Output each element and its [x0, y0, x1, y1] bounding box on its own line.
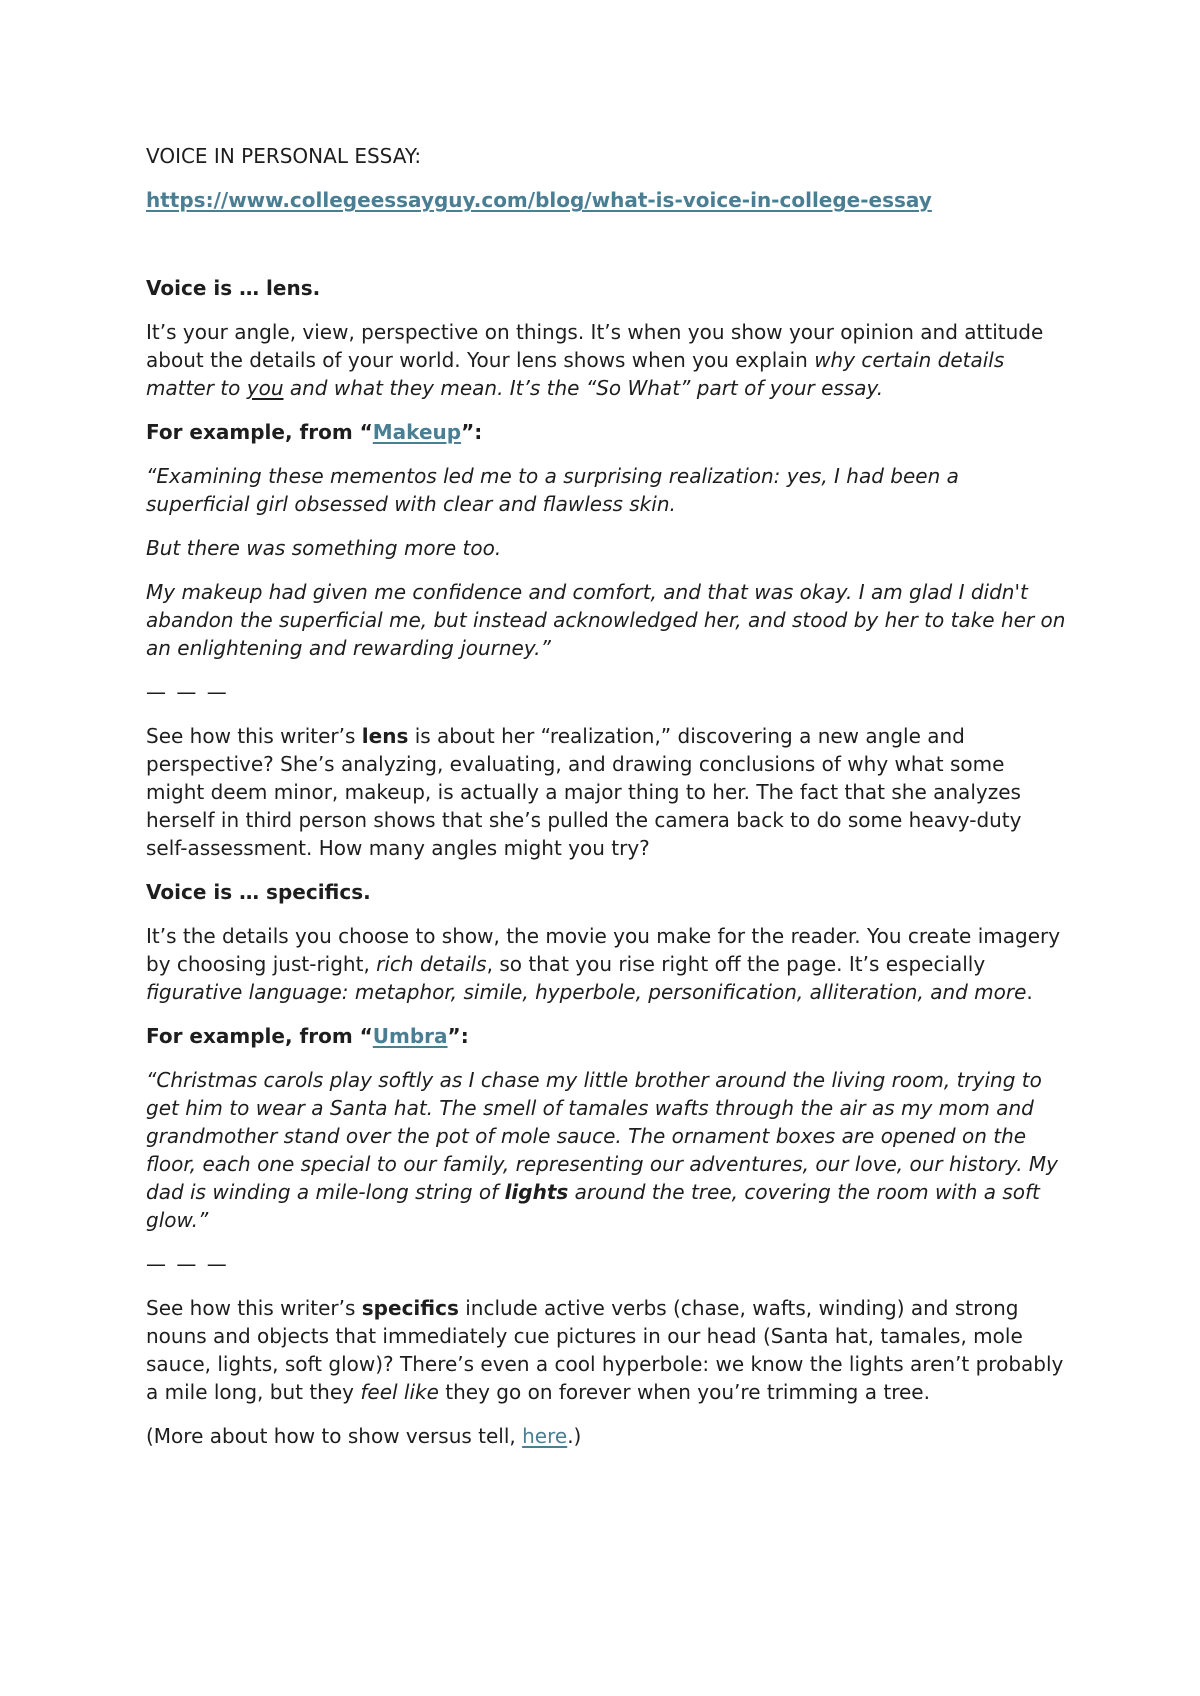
makeup-essay-link[interactable]: Makeup — [372, 420, 462, 444]
lens-intro-why: why certain details matter to — [146, 348, 1005, 400]
specifics-quote-text-b: around the tree, covering the room with a soft glow.” — [146, 1180, 1040, 1232]
lens-quote-paragraph-3: My makeup had given me confidence and comfort, and that was okay. I am glad I didn't abandon the superficial me, but instead acknowledged her, and stood by her to take her on an enlightening and rewarding journey.” — [146, 580, 1066, 660]
specifics-analysis-text-c: they go on forever when you’re trimming a tree. — [438, 1380, 930, 1404]
specifics-analysis-bold: specifics — [361, 1296, 459, 1320]
lens-example-heading — [146, 418, 1066, 446]
show-tell-suffix: .) — [567, 1424, 582, 1448]
specifics-quote-paragraph — [146, 1066, 1066, 1234]
show-tell-prefix: (More about how to show versus tell, — [146, 1424, 523, 1448]
lens-divider: — — — — [146, 680, 229, 704]
specifics-intro-figurative: figurative language: metaphor, simile, hyperbole, personification, alliteration, and more — [146, 980, 1027, 1004]
specifics-analysis-text-a: See how this writer’s — [146, 1296, 362, 1320]
specifics-intro-text-a: It’s the details you choose to show, the movie you make for the reader. You create imagery by choosing just-right, — [146, 924, 1061, 976]
specifics-intro-rich: rich details — [376, 952, 487, 976]
specifics-section-heading: Voice is … specifics. — [146, 880, 371, 904]
specifics-quote-text-a: “Christmas carols play softly as I chase my little brother around the living room, trying to get him to wear a Santa hat. The smell of tamales wafts through the air as my mom and grandmother stand over the pot of mole sauce. The ornament boxes are opened on the floor, each one special to our family, representing our adventures, our love, our history. My dad is winding a mile-long string of — [146, 1068, 1059, 1204]
specifics-quote-bold: lights — [504, 1180, 569, 1204]
specifics-intro-paragraph — [146, 922, 1066, 1006]
lens-analysis-bold: lens — [361, 724, 409, 748]
lens-intro-rest: and what they mean. It’s the “So What” part of your essay. — [283, 376, 884, 400]
show-tell-here-link[interactable]: here — [522, 1424, 568, 1448]
source-url-line — [146, 186, 1066, 214]
lens-intro-text-a: It’s your angle, view, perspective on things. It’s when you show your opinion and attitude about the details of your world. Your lens shows when you explain — [146, 320, 1044, 372]
specifics-divider: — — — — [146, 1252, 229, 1276]
lens-quote-paragraph-2: But there was something more too. — [146, 536, 502, 560]
specifics-example-prefix: For example, from “ — [146, 1024, 373, 1048]
specifics-intro-text-b: , so that you rise right off the page. It’s especially — [486, 952, 986, 976]
specifics-intro-text-c: . — [1026, 980, 1033, 1004]
lens-intro-paragraph — [146, 318, 1066, 402]
specifics-analysis-paragraph — [146, 1294, 1066, 1406]
specifics-analysis-feel: feel like — [360, 1380, 439, 1404]
specifics-example-suffix: ”: — [447, 1024, 469, 1048]
lens-intro-you: you — [246, 376, 284, 400]
lens-section-heading: Voice is … lens. — [146, 276, 321, 300]
lens-quote-paragraph-1: “Examining these mementos led me to a surprising realization: yes, I had been a superficial girl obsessed with clear and flawless skin. — [146, 464, 959, 516]
lens-example-prefix: For example, from “ — [146, 420, 373, 444]
lens-example-suffix: ”: — [461, 420, 483, 444]
lens-analysis-paragraph — [146, 722, 1066, 862]
document-title: VOICE IN PERSONAL ESSAY: — [146, 144, 422, 168]
lens-analysis-text-b: is about her “realization,” discovering a new angle and perspective? She’s analyzing, evaluating, and drawing conclusions of why what some might deem minor, makeup, is actually a major thing to her. The fact that she analyzes herself in third person shows that she’s pulled the camera back to do some heavy-duty self-assessment. How many angles might you try? — [146, 724, 1022, 860]
lens-analysis-text-a: See how this writer’s — [146, 724, 362, 748]
document-body — [146, 142, 1066, 1450]
specifics-example-heading — [146, 1022, 1066, 1050]
specifics-analysis-text-b: include active verbs (chase, wafts, winding) and strong nouns and objects that immediately cue pictures in our head (Santa hat, tamales, mole sauce, lights, soft glow)? There’s even a cool hyperbole: we know the lights aren’t probably a mile long, but they — [146, 1296, 1064, 1404]
source-url-link[interactable]: https://www.collegeessayguy.com/blog/what-is-voice-in-college-essay — [146, 188, 932, 212]
umbra-essay-link[interactable]: Umbra — [372, 1024, 448, 1048]
show-tell-note — [146, 1422, 1066, 1450]
